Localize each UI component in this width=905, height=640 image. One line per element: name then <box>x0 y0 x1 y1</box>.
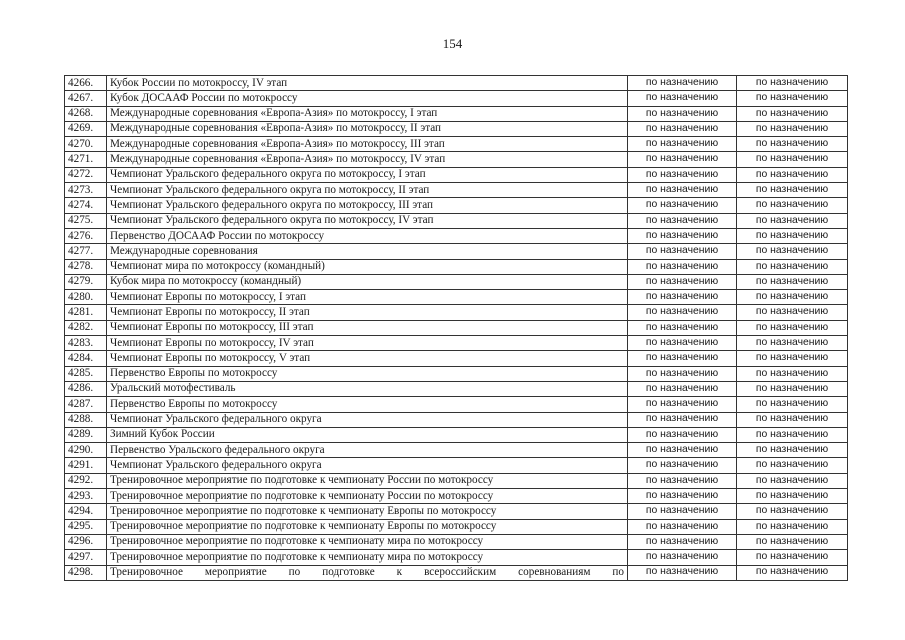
column-b-cell: по назначению <box>737 565 848 580</box>
row-number-cell: 4296. <box>65 534 107 549</box>
table-row <box>65 244 848 259</box>
table-row <box>65 320 848 335</box>
table-row <box>65 106 848 121</box>
events-table-body <box>65 76 848 581</box>
column-a-cell: по назначению <box>628 106 737 121</box>
column-b-cell: по назначению <box>737 213 848 228</box>
column-a-cell: по назначению <box>628 274 737 289</box>
column-a-cell: по назначению <box>628 228 737 243</box>
table-row <box>65 412 848 427</box>
event-name-cell: Тренировочное мероприятие по подготовке к чемпионату мира по мотокроссу <box>107 550 628 565</box>
event-name-cell: Зимний Кубок России <box>107 427 628 442</box>
table-row <box>65 351 848 366</box>
row-number-cell: 4281. <box>65 305 107 320</box>
column-b-cell: по назначению <box>737 381 848 396</box>
column-b-cell: по назначению <box>737 91 848 106</box>
page-number: 154 <box>442 36 463 51</box>
row-number-cell: 4289. <box>65 427 107 442</box>
table-row <box>65 473 848 488</box>
row-number-cell: 4268. <box>65 106 107 121</box>
column-b-cell: по назначению <box>737 228 848 243</box>
row-number-cell: 4287. <box>65 397 107 412</box>
table-row <box>65 458 848 473</box>
row-number-cell: 4274. <box>65 198 107 213</box>
event-name-cell: Чемпионат Уральского федерального округа по мотокроссу, II этап <box>107 183 628 198</box>
column-a-cell: по назначению <box>628 366 737 381</box>
row-number-cell: 4278. <box>65 259 107 274</box>
table-row <box>65 427 848 442</box>
event-name-cell: Чемпионат Европы по мотокроссу, IV этап <box>107 336 628 351</box>
column-a-cell: по назначению <box>628 519 737 534</box>
event-name-cell: Кубок мира по мотокроссу (командный) <box>107 274 628 289</box>
row-number-cell: 4295. <box>65 519 107 534</box>
table-row <box>65 336 848 351</box>
row-number-cell: 4272. <box>65 167 107 182</box>
row-number-cell: 4276. <box>65 228 107 243</box>
table-row <box>65 259 848 274</box>
column-a-cell: по назначению <box>628 565 737 580</box>
column-a-cell: по назначению <box>628 290 737 305</box>
column-b-cell: по назначению <box>737 121 848 136</box>
column-b-cell: по назначению <box>737 550 848 565</box>
event-name-cell: Чемпионат Уральского федерального округа по мотокроссу, I этап <box>107 167 628 182</box>
table-row <box>65 228 848 243</box>
row-number-cell: 4290. <box>65 443 107 458</box>
column-a-cell: по назначению <box>628 305 737 320</box>
row-number-cell: 4293. <box>65 489 107 504</box>
table-row <box>65 550 848 565</box>
column-a-cell: по назначению <box>628 76 737 91</box>
event-name-cell: Чемпионат мира по мотокроссу (командный) <box>107 259 628 274</box>
column-a-cell: по назначению <box>628 534 737 549</box>
event-name-cell: Международные соревнования «Европа-Азия» по мотокроссу, IV этап <box>107 152 628 167</box>
column-a-cell: по назначению <box>628 121 737 136</box>
column-a-cell: по назначению <box>628 167 737 182</box>
event-name-cell: Тренировочное мероприятие по подготовке к чемпионату России по мотокроссу <box>107 473 628 488</box>
column-b-cell: по назначению <box>737 320 848 335</box>
event-name-cell: Кубок ДОСААФ России по мотокроссу <box>107 91 628 106</box>
column-b-cell: по назначению <box>737 198 848 213</box>
table-row <box>65 565 848 580</box>
column-a-cell: по назначению <box>628 259 737 274</box>
event-name-cell: Чемпионат Европы по мотокроссу, I этап <box>107 290 628 305</box>
column-b-cell: по назначению <box>737 305 848 320</box>
table-row <box>65 534 848 549</box>
row-number-cell: 4292. <box>65 473 107 488</box>
column-b-cell: по назначению <box>737 427 848 442</box>
event-name-cell: Международные соревнования <box>107 244 628 259</box>
event-name-cell: Уральский мотофестиваль <box>107 381 628 396</box>
row-number-cell: 4297. <box>65 550 107 565</box>
table-row <box>65 76 848 91</box>
table-row <box>65 366 848 381</box>
column-a-cell: по назначению <box>628 489 737 504</box>
column-a-cell: по назначению <box>628 244 737 259</box>
column-a-cell: по назначению <box>628 412 737 427</box>
column-b-cell: по назначению <box>737 412 848 427</box>
column-b-cell: по назначению <box>737 76 848 91</box>
column-b-cell: по назначению <box>737 366 848 381</box>
column-a-cell: по назначению <box>628 336 737 351</box>
event-name-cell: Первенство Европы по мотокроссу <box>107 397 628 412</box>
table-row <box>65 137 848 152</box>
row-number-cell: 4267. <box>65 91 107 106</box>
column-a-cell: по назначению <box>628 183 737 198</box>
table-row <box>65 91 848 106</box>
table-row <box>65 443 848 458</box>
column-b-cell: по назначению <box>737 152 848 167</box>
table-row <box>65 198 848 213</box>
table-row <box>65 152 848 167</box>
column-a-cell: по назначению <box>628 137 737 152</box>
row-number-cell: 4279. <box>65 274 107 289</box>
row-number-cell: 4282. <box>65 320 107 335</box>
column-a-cell: по назначению <box>628 320 737 335</box>
row-number-cell: 4298. <box>65 565 107 580</box>
column-b-cell: по назначению <box>737 290 848 305</box>
event-name-cell: Тренировочное мероприятие по подготовке к чемпионату Европы по мотокроссу <box>107 519 628 534</box>
column-b-cell: по назначению <box>737 458 848 473</box>
column-a-cell: по назначению <box>628 152 737 167</box>
column-b-cell: по назначению <box>737 259 848 274</box>
row-number-cell: 4286. <box>65 381 107 396</box>
table-row <box>65 213 848 228</box>
table-row <box>65 305 848 320</box>
column-b-cell: по назначению <box>737 504 848 519</box>
column-a-cell: по назначению <box>628 427 737 442</box>
table-row <box>65 489 848 504</box>
row-number-cell: 4291. <box>65 458 107 473</box>
event-name-cell: Кубок России по мотокроссу, IV этап <box>107 76 628 91</box>
table-row <box>65 121 848 136</box>
row-number-cell: 4269. <box>65 121 107 136</box>
row-number-cell: 4275. <box>65 213 107 228</box>
table-row <box>65 519 848 534</box>
row-number-cell: 4283. <box>65 336 107 351</box>
row-number-cell: 4277. <box>65 244 107 259</box>
table-row <box>65 397 848 412</box>
column-b-cell: по назначению <box>737 473 848 488</box>
column-b-cell: по назначению <box>737 534 848 549</box>
column-b-cell: по назначению <box>737 274 848 289</box>
event-name-cell: Чемпионат Европы по мотокроссу, III этап <box>107 320 628 335</box>
column-b-cell: по назначению <box>737 351 848 366</box>
row-number-cell: 4280. <box>65 290 107 305</box>
event-name-cell: Первенство ДОСААФ России по мотокроссу <box>107 228 628 243</box>
table-row <box>65 274 848 289</box>
event-name-cell: Международные соревнования «Европа-Азия» по мотокроссу, II этап <box>107 121 628 136</box>
column-a-cell: по назначению <box>628 198 737 213</box>
row-number-cell: 4284. <box>65 351 107 366</box>
event-name-cell: Чемпионат Уральского федерального округа по мотокроссу, III этап <box>107 198 628 213</box>
event-name-cell: Международные соревнования «Европа-Азия» по мотокроссу, III этап <box>107 137 628 152</box>
column-a-cell: по назначению <box>628 381 737 396</box>
column-b-cell: по назначению <box>737 137 848 152</box>
events-table <box>64 75 848 581</box>
column-a-cell: по назначению <box>628 550 737 565</box>
row-number-cell: 4270. <box>65 137 107 152</box>
event-name-cell: Тренировочное мероприятие по подготовке к чемпионату России по мотокроссу <box>107 489 628 504</box>
table-row <box>65 167 848 182</box>
row-number-cell: 4266. <box>65 76 107 91</box>
event-name-cell: Первенство Уральского федерального округа <box>107 443 628 458</box>
event-name-cell: Чемпионат Европы по мотокроссу, II этап <box>107 305 628 320</box>
column-a-cell: по назначению <box>628 504 737 519</box>
column-a-cell: по назначению <box>628 91 737 106</box>
column-b-cell: по назначению <box>737 397 848 412</box>
column-a-cell: по назначению <box>628 397 737 412</box>
column-b-cell: по назначению <box>737 183 848 198</box>
column-b-cell: по назначению <box>737 489 848 504</box>
column-a-cell: по назначению <box>628 443 737 458</box>
event-name-cell: Тренировочное мероприятие по подготовке к чемпионату мира по мотокроссу <box>107 534 628 549</box>
event-name-cell: Тренировочное мероприятие по подготовке к чемпионату Европы по мотокроссу <box>107 504 628 519</box>
column-b-cell: по назначению <box>737 443 848 458</box>
column-a-cell: по назначению <box>628 351 737 366</box>
event-name-cell: Чемпионат Европы по мотокроссу, V этап <box>107 351 628 366</box>
row-number-cell: 4285. <box>65 366 107 381</box>
column-a-cell: по назначению <box>628 458 737 473</box>
row-number-cell: 4271. <box>65 152 107 167</box>
table-row <box>65 290 848 305</box>
column-a-cell: по назначению <box>628 473 737 488</box>
column-b-cell: по назначению <box>737 244 848 259</box>
column-a-cell: по назначению <box>628 213 737 228</box>
event-name-cell: Тренировочное мероприятие по подготовке к всероссийским соревнованиям по <box>107 565 628 580</box>
event-name-cell: Первенство Европы по мотокроссу <box>107 366 628 381</box>
table-row <box>65 381 848 396</box>
column-b-cell: по назначению <box>737 519 848 534</box>
table-row <box>65 504 848 519</box>
row-number-cell: 4273. <box>65 183 107 198</box>
event-name-cell: Международные соревнования «Европа-Азия» по мотокроссу, I этап <box>107 106 628 121</box>
event-name-cell: Чемпионат Уральского федерального округа по мотокроссу, IV этап <box>107 213 628 228</box>
event-name-cell: Чемпионат Уральского федерального округа <box>107 458 628 473</box>
column-b-cell: по назначению <box>737 106 848 121</box>
event-name-cell: Чемпионат Уральского федерального округа <box>107 412 628 427</box>
row-number-cell: 4288. <box>65 412 107 427</box>
column-b-cell: по назначению <box>737 336 848 351</box>
column-b-cell: по назначению <box>737 167 848 182</box>
table-row <box>65 183 848 198</box>
row-number-cell: 4294. <box>65 504 107 519</box>
